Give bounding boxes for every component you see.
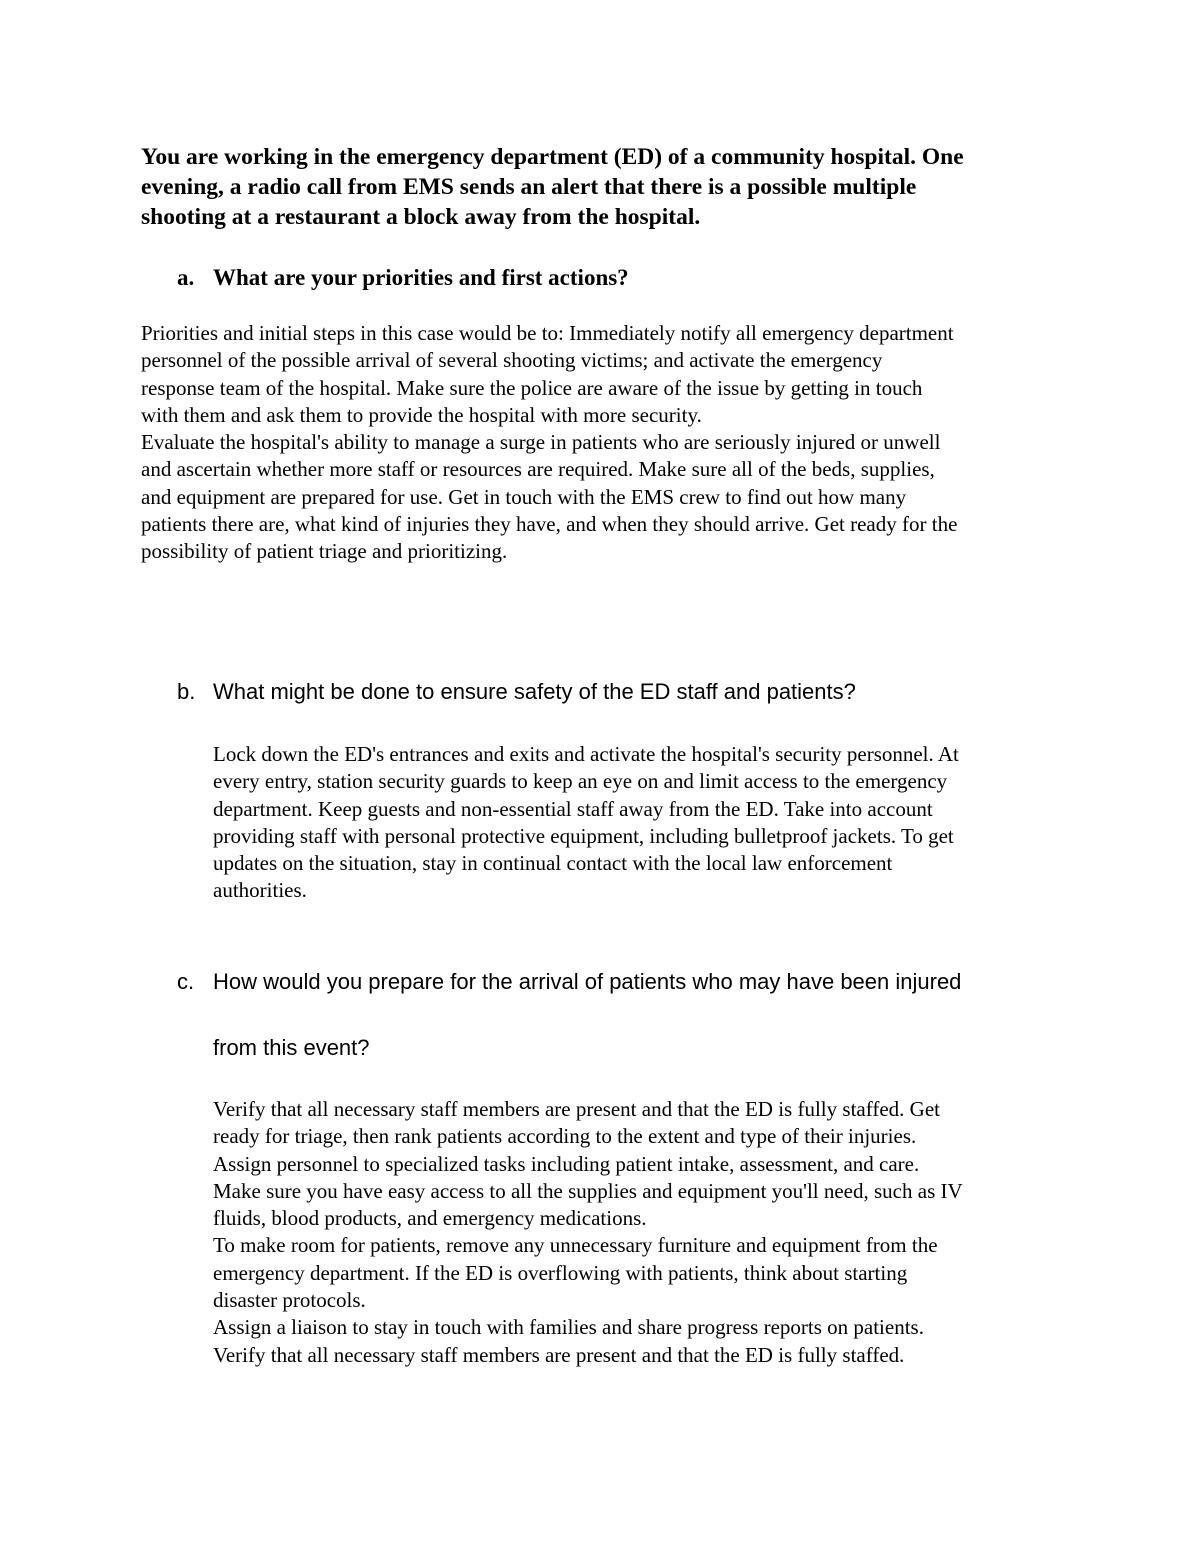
intro-paragraph	[141, 142, 1081, 232]
answer-line: authorities.	[213, 878, 307, 903]
question-marker: c.	[177, 969, 195, 994]
intro-line: You are working in the emergency department (ED) of a community hospital. One	[141, 144, 964, 170]
answer-line: Verify that all necessary staff members are present and that the ED is fully staffed. Get	[213, 1097, 940, 1121]
answer-line: department. Keep guests and non-essential staff away from the ED. Take into account	[213, 796, 933, 821]
question-text: What might be done to ensure safety of the ED staff and patients?	[213, 679, 856, 704]
answer-line: disaster protocols.	[213, 1288, 366, 1313]
answer-line: Verify that all necessary staff members are present and that the ED is fully staffed.	[213, 1342, 905, 1367]
answer-line: patients there are, what kind of injuries they have, and when they should arrive. Get ready for the	[141, 512, 958, 537]
answer-line: personnel of the possible arrival of several shooting victims; and activate the emergency	[141, 348, 883, 373]
answer-line: possibility of patient triage and prioritizing.	[141, 539, 508, 564]
question-text: What are your priorities and first actions?	[213, 265, 629, 290]
question-text: How would you prepare for the arrival of patients who may have been injured	[213, 969, 962, 994]
answer-line: emergency department. If the ED is overflowing with patients, think about starting	[213, 1260, 908, 1285]
answer-line: Priorities and initial steps in this case would be to: Immediately notify all emergency department	[141, 321, 954, 345]
intro-line: shooting at a restaurant a block away from the hospital.	[141, 204, 701, 230]
answer-line: Lock down the ED's entrances and exits and activate the hospital's security personnel. At	[213, 742, 959, 766]
answer-line: ready for triage, then rank patients according to the extent and type of their injuries.	[213, 1124, 917, 1149]
answer-line: and ascertain whether more staff or resources are required. Make sure all of the beds, supplies,	[141, 457, 935, 482]
answer-line: with them and ask them to provide the hospital with more security.	[141, 402, 702, 427]
answer-c	[213, 1096, 1073, 1369]
answer-a	[141, 320, 1081, 566]
answer-line: Evaluate the hospital's ability to manage a surge in patients who are seriously injured or unwell	[141, 430, 941, 455]
answer-line: providing staff with personal protective equipment, including bulletproof jackets. To get	[213, 823, 954, 848]
question-marker: b.	[177, 679, 196, 704]
question-text-continued: from this event?	[213, 1035, 370, 1060]
answer-line: Assign personnel to specialized tasks including patient intake, assessment, and care.	[213, 1151, 920, 1176]
answer-line: and equipment are prepared for use. Get in touch with the EMS crew to find out how many	[141, 484, 907, 509]
question-marker: a.	[177, 265, 195, 290]
intro-line: evening, a radio call from EMS sends an alert that there is a possible multiple	[141, 174, 917, 200]
answer-line: To make room for patients, remove any unnecessary furniture and equipment from the	[213, 1233, 938, 1258]
answer-line: response team of the hospital. Make sure the police are aware of the issue by getting in touch	[141, 375, 923, 400]
answer-line: every entry, station security guards to keep an eye on and limit access to the emergency	[213, 769, 948, 794]
answer-b	[213, 741, 1073, 905]
answer-line: Assign a liaison to stay in touch with families and share progress reports on patients.	[213, 1315, 924, 1340]
answer-line: updates on the situation, stay in continual contact with the local law enforcement	[213, 851, 893, 876]
answer-line: fluids, blood products, and emergency medications.	[213, 1206, 647, 1231]
answer-line: Make sure you have easy access to all the supplies and equipment you'll need, such as IV	[213, 1178, 963, 1203]
